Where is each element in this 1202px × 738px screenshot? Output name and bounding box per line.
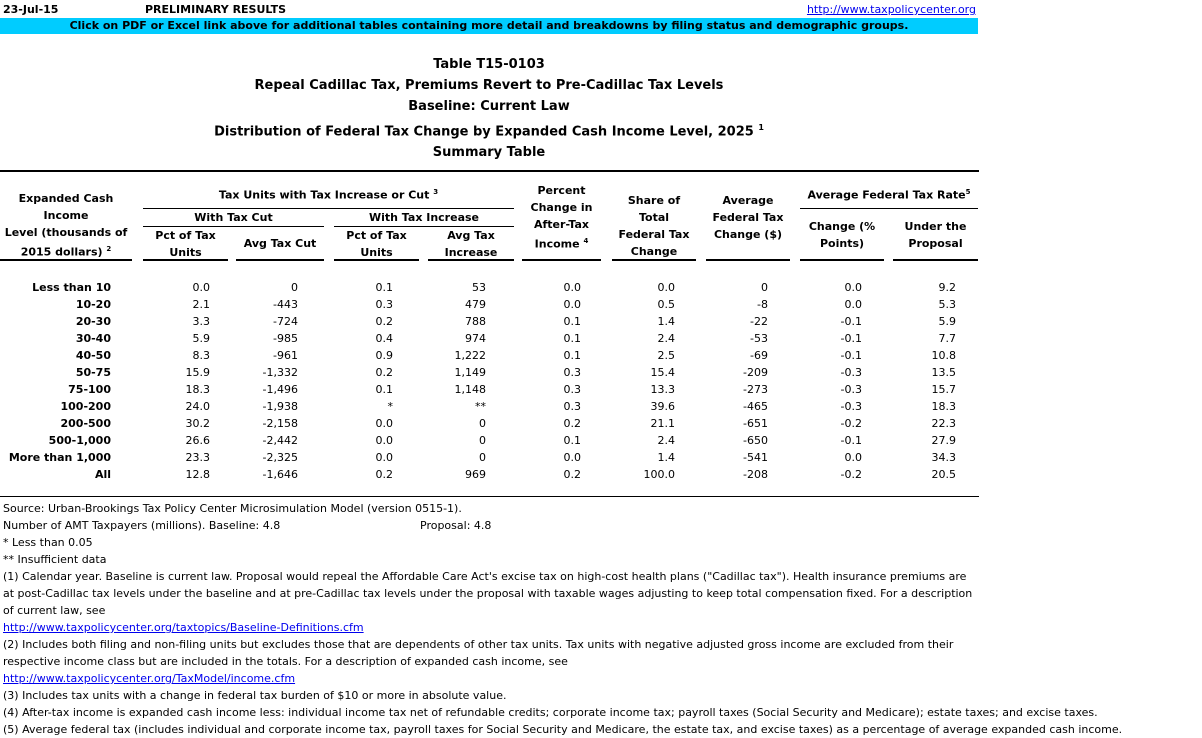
footnote-ref: 2	[106, 245, 112, 253]
table-cell: 3.3	[192, 315, 210, 328]
table-cell: -0.3	[840, 400, 862, 413]
table-cell: 18.3	[185, 383, 210, 396]
table-cell: -985	[273, 332, 298, 345]
note-3: (3) Includes tax units with a change in federal tax burden of $10 or more in absolute value.	[3, 689, 507, 702]
header-line: Avg Tax	[447, 229, 495, 242]
table-cell: -961	[273, 349, 298, 362]
table-cell: 0.3	[563, 383, 581, 396]
table-cell: -0.3	[840, 383, 862, 396]
distribution-title	[0, 117, 978, 142]
table-cell: 0.2	[563, 417, 581, 430]
header-avg-cut: Avg Tax Cut	[243, 237, 317, 250]
table-cell: 2.4	[657, 332, 675, 345]
table-cell: -0.1	[840, 332, 862, 345]
header-line	[522, 233, 601, 253]
table-cell: 2.4	[657, 434, 675, 447]
note-1-link[interactable]: http://www.taxpolicycenter.org/taxtopics/Baseline-Definitions.cfm	[3, 621, 364, 634]
table-titles	[0, 54, 978, 163]
table-row	[0, 432, 980, 449]
col-rule-pctchg	[522, 259, 601, 261]
star-note: * Less than 0.05	[3, 536, 93, 549]
table-row	[0, 313, 980, 330]
report-date: 23-Jul-15	[3, 3, 59, 16]
header-with-cut: With Tax Cut	[194, 211, 273, 224]
table-cell: 5.9	[192, 332, 210, 345]
source-note: Source: Urban-Brookings Tax Policy Center Microsimulation Model (version 0515-1).	[3, 502, 462, 515]
table-cell: 0.0	[657, 281, 675, 294]
table-cell: -8	[757, 298, 768, 311]
amt-note	[3, 517, 1198, 534]
header-pct-inc	[334, 227, 419, 261]
header-line: Units	[360, 246, 393, 259]
table-cell: -465	[743, 400, 768, 413]
table-row	[0, 466, 980, 483]
footnote-ref: 3	[433, 188, 439, 196]
table-cell: -2,325	[262, 451, 298, 464]
distribution-title-text: Distribution of Federal Tax Change by Expanded Cash Income Level, 2025	[214, 124, 754, 140]
footnote-ref: 4	[583, 237, 589, 245]
table-cell: 0	[291, 281, 298, 294]
table-cell: 2.5	[657, 349, 675, 362]
header-line: Increase	[444, 246, 498, 259]
table-cell: 0	[479, 434, 486, 447]
note-2-link[interactable]: http://www.taxpolicycenter.org/TaxModel/income.cfm	[3, 672, 296, 685]
table-cell: 0.1	[563, 349, 581, 362]
row-label: All	[94, 468, 111, 481]
header-line: Change in	[530, 201, 593, 214]
header-line: Federal Tax	[618, 228, 690, 241]
table-cell: 9.2	[938, 281, 956, 294]
summary-title: Summary Table	[432, 145, 546, 161]
table-row	[0, 330, 980, 347]
table-cell: 0.2	[375, 315, 393, 328]
header-line: Percent	[537, 184, 586, 197]
header-line	[0, 241, 132, 261]
header-line: Change ($)	[713, 228, 783, 241]
table-cell: 0.5	[657, 298, 675, 311]
header-line-text: Income	[534, 237, 580, 251]
row-label: 40-50	[75, 349, 111, 362]
table-cell: 100.0	[643, 468, 675, 481]
header-line: Pct of Tax	[155, 229, 216, 242]
table-cell: 0.2	[375, 468, 393, 481]
table-row	[0, 364, 980, 381]
table-cell: -1,496	[262, 383, 298, 396]
header-line-text: Average Federal Tax Rate	[807, 188, 966, 202]
table-cell: 1.4	[657, 451, 675, 464]
header-rate-proposal	[893, 218, 978, 252]
row-label: 30-40	[75, 332, 111, 345]
table-cell: -651	[743, 417, 768, 430]
amt-proposal: Proposal: 4.8	[420, 519, 492, 532]
row-label: More than 1,000	[8, 451, 111, 464]
table-number: Table T15-0103	[433, 57, 545, 72]
row-label: 100-200	[60, 400, 111, 413]
table-cell: 0.0	[844, 298, 862, 311]
header-pct-change	[522, 182, 601, 253]
table-cell: 0.0	[563, 281, 581, 294]
header-line-text: Tax Units with Tax Increase or Cut	[218, 188, 430, 202]
table-cell: 0.0	[375, 434, 393, 447]
table-cell: 15.9	[185, 366, 210, 379]
row-label: 20-30	[75, 315, 111, 328]
header-with-increase: With Tax Increase	[368, 211, 480, 224]
table-cell: 5.9	[938, 315, 956, 328]
table-cell: 0.1	[563, 315, 581, 328]
header-line: Proposal	[908, 237, 963, 250]
table-cell: -650	[743, 434, 768, 447]
table-cell: 0	[761, 281, 768, 294]
table-cell: 0.1	[563, 434, 581, 447]
table-cell: 0.0	[375, 451, 393, 464]
table-cell: -2,442	[262, 434, 298, 447]
table-cell: 0.0	[844, 281, 862, 294]
table-cell: -208	[743, 468, 768, 481]
table-cell: 34.3	[931, 451, 956, 464]
table-cell: 1,149	[454, 366, 486, 379]
top-bar	[0, 3, 980, 17]
table-cell: -0.2	[840, 417, 862, 430]
col-rule-rate-prop	[893, 259, 978, 261]
table-cell: 1,222	[454, 349, 486, 362]
header-top-rule	[0, 170, 979, 172]
table-cell: 7.7	[938, 332, 956, 345]
table-cell: 0.2	[375, 366, 393, 379]
table-cell: 0	[479, 451, 486, 464]
table-cell: -541	[743, 451, 768, 464]
table-cell: 0.3	[563, 400, 581, 413]
table-cell: 30.2	[185, 417, 210, 430]
note-5: (5) Average federal tax (includes individual and corporate income tax, payroll taxes for Social Security and Medicare, the estate tax, and excise taxes) as a percentage of average expanded cash income.	[3, 723, 1123, 736]
table-cell: *	[387, 400, 393, 413]
site-link[interactable]: http://www.taxpolicycenter.org	[806, 3, 976, 16]
table-cell: 788	[465, 315, 486, 328]
baseline-title: Baseline: Current Law	[408, 99, 570, 114]
table-cell: 26.6	[185, 434, 210, 447]
table-cell: -1,646	[262, 468, 298, 481]
table-row	[0, 381, 980, 398]
row-label: Less than 10	[32, 281, 111, 294]
header-avg-fed	[706, 192, 790, 243]
table-cell: **	[475, 400, 486, 413]
table-cell: -273	[743, 383, 768, 396]
table-cell: 0.3	[563, 366, 581, 379]
header-pct-cut	[143, 227, 228, 261]
table-cell: 0.9	[375, 349, 393, 362]
table-cell: 23.3	[185, 451, 210, 464]
header-line: Federal Tax	[712, 211, 784, 224]
header-income-level	[0, 190, 132, 261]
table-cell: 8.3	[192, 349, 210, 362]
table-cell: 20.5	[931, 468, 956, 481]
header-line: Change (%	[808, 220, 876, 233]
table-cell: 21.1	[650, 417, 675, 430]
table-cell: 12.8	[185, 468, 210, 481]
table-cell: 27.9	[931, 434, 956, 447]
table-cell: 0.1	[563, 332, 581, 345]
preliminary-label: PRELIMINARY RESULTS	[145, 3, 287, 16]
table-cell: 0.3	[375, 298, 393, 311]
table-cell: -0.1	[840, 349, 862, 362]
header-tax-rate	[800, 184, 978, 204]
table-cell: 5.3	[938, 298, 956, 311]
table-cell: 13.3	[650, 383, 675, 396]
header-line: Average	[722, 194, 774, 207]
table-row	[0, 449, 980, 466]
table-cell: 0.2	[563, 468, 581, 481]
footnote-ref: 5	[965, 188, 971, 196]
table-cell: 18.3	[931, 400, 956, 413]
table-cell: 2.1	[192, 298, 210, 311]
row-label: 10-20	[75, 298, 111, 311]
footnotes	[3, 500, 1198, 738]
note-4: (4) After-tax income is expanded cash income less: individual income tax net of refundable credits; corporate income tax; payroll taxes (Social Security and Medicare); estate taxes; and excise taxes.	[3, 706, 1098, 719]
table-cell: -0.1	[840, 315, 862, 328]
table-cell: 1,148	[454, 383, 486, 396]
table-cell: 0	[479, 417, 486, 430]
table-cell: 0.1	[375, 281, 393, 294]
table-cell: -0.2	[840, 468, 862, 481]
table-cell: -0.1	[840, 434, 862, 447]
table-cell: 22.3	[931, 417, 956, 430]
info-banner: Click on PDF or Excel link above for additional tables containing more detail and breakdowns by filing status and demographic groups.	[0, 18, 978, 34]
table-cell: -0.3	[840, 366, 862, 379]
col-rule-rate-chg	[800, 259, 884, 261]
table-cell: 0.0	[563, 298, 581, 311]
table-cell: 1.4	[657, 315, 675, 328]
header-tax-units	[143, 184, 514, 204]
header-line: Units	[169, 246, 202, 259]
footnote-ref: 1	[758, 123, 764, 132]
table-row	[0, 347, 980, 364]
table-bottom-rule	[0, 496, 979, 497]
table-cell: 39.6	[650, 400, 675, 413]
row-label: 200-500	[60, 417, 111, 430]
double-star-note: ** Insufficient data	[3, 553, 107, 566]
tax-rate-rule	[800, 208, 978, 209]
header-line: After-Tax	[534, 218, 589, 231]
header-line: Pct of Tax	[346, 229, 407, 242]
table-cell: 969	[465, 468, 486, 481]
table-cell: -1,332	[262, 366, 298, 379]
table-cell: 10.8	[931, 349, 956, 362]
table-cell: 24.0	[185, 400, 210, 413]
table-row	[0, 279, 980, 296]
table-cell: 15.7	[931, 383, 956, 396]
table-cell: 15.4	[650, 366, 675, 379]
table-cell: 0.0	[192, 281, 210, 294]
header-line: Change	[630, 245, 678, 258]
header-line: Expanded Cash Income	[18, 192, 114, 222]
table-cell: 0.0	[844, 451, 862, 464]
table-cell: -53	[750, 332, 768, 345]
table-cell: -443	[273, 298, 298, 311]
table-cell: 13.5	[931, 366, 956, 379]
header-rate-change	[800, 218, 884, 252]
table-cell: 0.1	[375, 383, 393, 396]
table-cell: 974	[465, 332, 486, 345]
table-cell: 0.0	[375, 417, 393, 430]
table-row	[0, 415, 980, 432]
table-cell: 53	[472, 281, 486, 294]
note-1: (1) Calendar year. Baseline is current law. Proposal would repeal the Affordable Care Act's excise tax on high-cost health plans ("Cadillac tax"). Health insurance premiums are at post-Cadillac tax levels under the baseline and at pre-Cadillac tax levels under the proposal with taxable wages adjusting to keep total compensation fixed. For a description of current law, see	[3, 570, 973, 617]
row-label: 50-75	[75, 366, 111, 379]
header-line: Share of Total	[627, 194, 681, 224]
amt-baseline: Number of AMT Taxpayers (millions). Baseline: 4.8	[3, 519, 281, 532]
table-cell: -2,158	[262, 417, 298, 430]
header-avg-inc	[428, 227, 514, 261]
table-cell: -1,938	[262, 400, 298, 413]
header-share	[612, 192, 696, 260]
table-row	[0, 398, 980, 415]
header-line-text: 2015 dollars)	[20, 245, 103, 259]
header-line: Under the	[904, 220, 967, 233]
table-row	[0, 296, 980, 313]
table-cell: 0.0	[563, 451, 581, 464]
row-label: 75-100	[68, 383, 111, 396]
table-cell: 479	[465, 298, 486, 311]
table-cell: -724	[273, 315, 298, 328]
col-rule-avgfed	[706, 259, 790, 261]
note-2: (2) Includes both filing and non-filing units but excludes those that are dependents of other tax units. Tax units with negative adjusted gross income are excluded from their respective income class but are included in the totals. For a description of expanded cash income, see	[3, 638, 954, 668]
table-cell: -69	[750, 349, 768, 362]
table-cell: 0.4	[375, 332, 393, 345]
table-title: Repeal Cadillac Tax, Premiums Revert to Pre-Cadillac Tax Levels	[254, 78, 724, 93]
header-line: Level (thousands of	[4, 226, 128, 239]
header-line: Points)	[819, 237, 865, 250]
table-cell: -209	[743, 366, 768, 379]
row-label: 500-1,000	[48, 434, 111, 447]
col-rule-avg-cut	[236, 259, 324, 261]
table-cell: -22	[750, 315, 768, 328]
